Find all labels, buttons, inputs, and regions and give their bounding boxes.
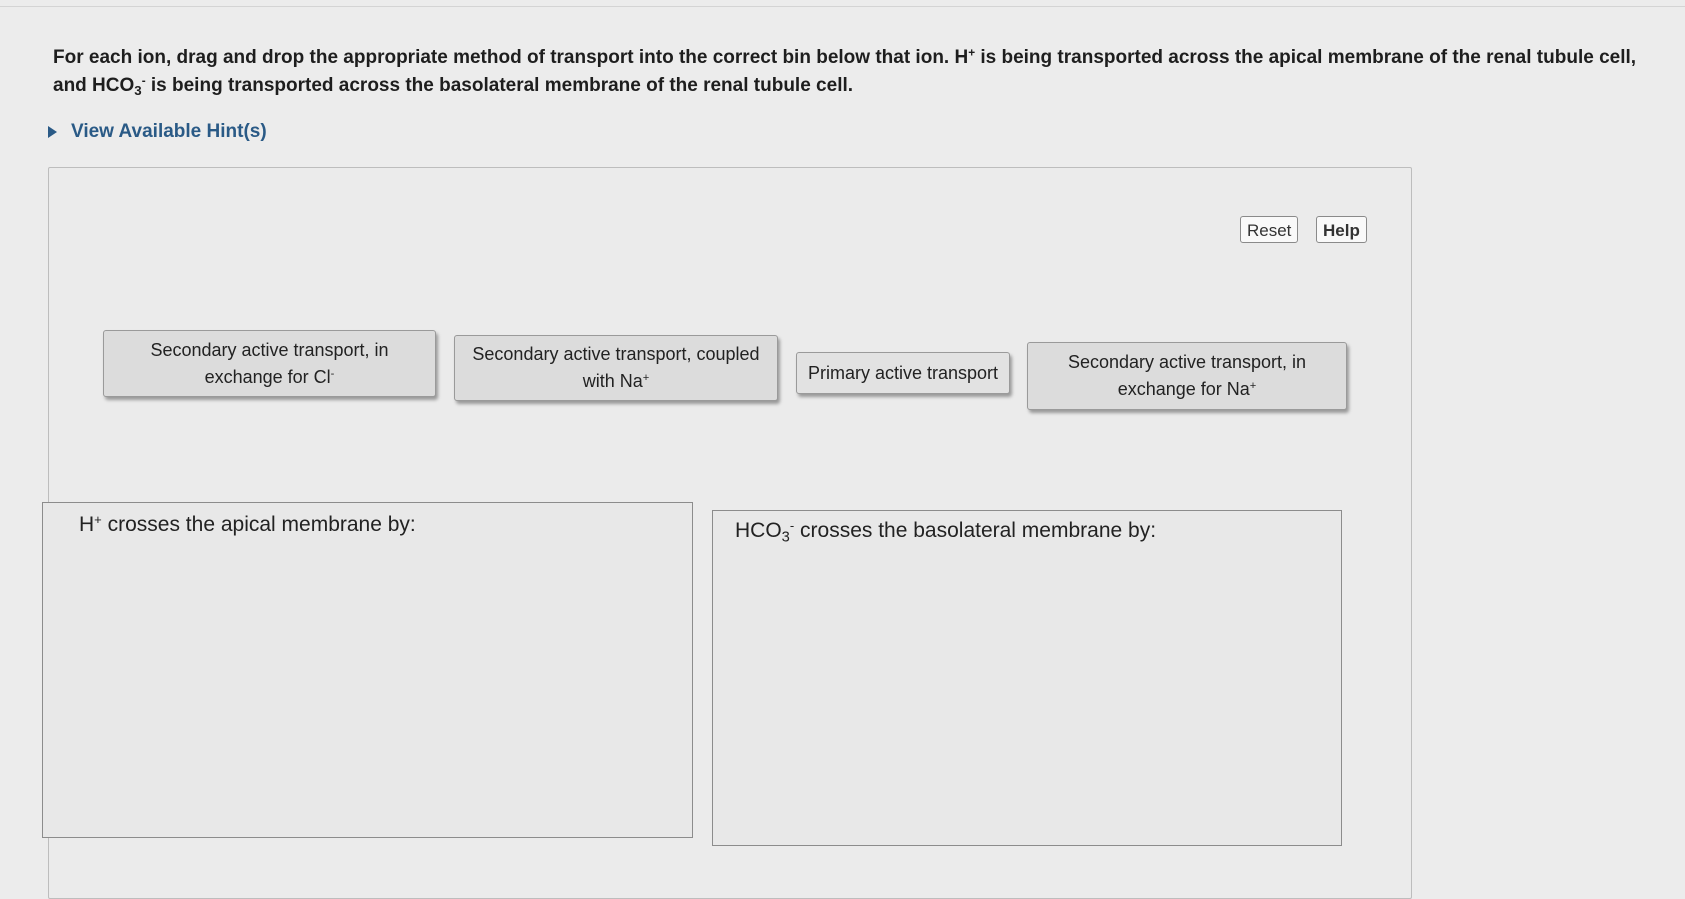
reset-button[interactable]: Reset [1240,216,1298,243]
card-primary-active[interactable] [796,352,1010,394]
help-button[interactable]: Help [1316,216,1367,243]
bin-h-apical[interactable] [42,502,693,838]
view-hints-toggle[interactable] [48,121,267,143]
card-secondary-coupled-na[interactable] [454,335,778,401]
card-label: Secondary active transport, in exchange for Cl- [150,339,389,387]
card-label: Primary active transport [807,362,999,383]
bin-hco3-basolateral[interactable] [712,510,1342,846]
card-label: Secondary active transport, in exchange for Na+ [1067,352,1307,399]
card-secondary-exchange-na[interactable] [1027,342,1347,410]
view-hints-label: View Available Hint(s) [71,121,267,142]
top-divider [0,6,1685,7]
triangle-right-icon [48,126,57,138]
bin-label: $HCO_3^-$ crosses the basolateral membrane by: [735,517,1157,546]
question-text: For each ion, drag and drop the appropriate method of transport into the correct bin below that ion. H+ is being transported across the apical membrane of the renal tubule cell, and $HCO_3^-$ is being transported across the basolateral membrane of the renal tubule cell. [53,46,1637,98]
bin-label: H+ crosses the apical membrane by: [79,511,416,536]
card-label: Secondary active transport, coupled with Na+ [472,344,760,391]
card-secondary-exchange-cl[interactable] [103,330,436,397]
